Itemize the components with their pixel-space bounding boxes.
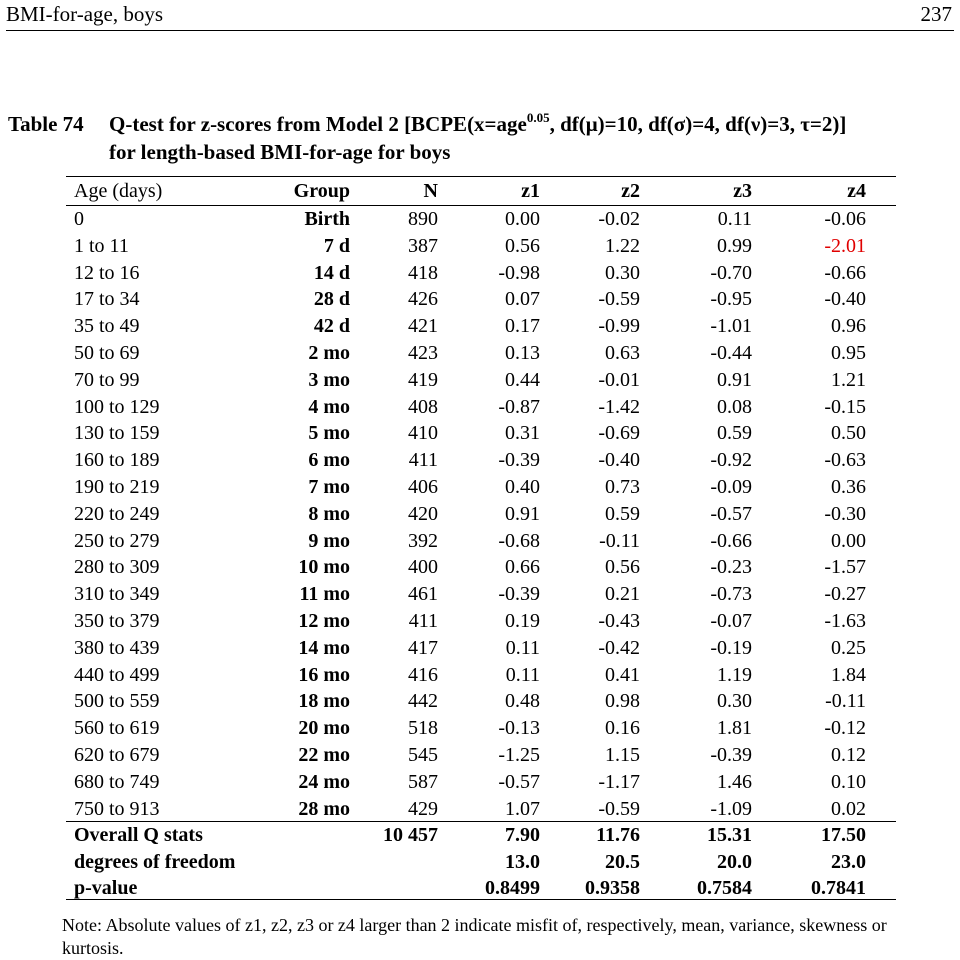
table-row <box>0 447 960 474</box>
cell-z2: -0.01 <box>598 368 640 391</box>
cell-z2: -0.43 <box>598 610 640 632</box>
cell-z3: 1.46 <box>717 770 752 793</box>
cell-z3: -0.44 <box>710 342 752 364</box>
cell-age: 350 to 379 <box>74 610 160 632</box>
table-row <box>0 688 960 715</box>
cell-age: 310 to 349 <box>74 583 160 606</box>
cell-group: 14 d <box>313 261 350 284</box>
cell-z4: 1.21 <box>831 368 866 391</box>
cell-z2: 0.41 <box>605 663 640 686</box>
cell-n: 461 <box>408 583 438 606</box>
cell-z3: -1.01 <box>710 315 752 338</box>
cell-n: 10 457 <box>383 824 438 846</box>
cell-z2: -0.40 <box>598 449 640 472</box>
cell-z4: 1.84 <box>831 663 866 686</box>
cell-z3: 0.30 <box>717 690 752 713</box>
cell-z4: 17.50 <box>821 824 866 846</box>
cell-age: 680 to 749 <box>74 770 160 793</box>
table-row <box>0 394 960 421</box>
cell-z3: 20.0 <box>717 850 752 873</box>
cell-z1: -0.39 <box>498 583 540 606</box>
cell-z2: 20.5 <box>605 850 640 873</box>
cell-group: 8 mo <box>308 502 350 525</box>
cell-z4: -0.06 <box>824 208 866 230</box>
cell-z2: -1.17 <box>598 770 640 793</box>
cell-z4: 0.02 <box>831 797 866 820</box>
header-z3: z3 <box>733 180 752 202</box>
cell-age: p-value <box>74 877 138 899</box>
summary-row <box>0 849 960 876</box>
table-header-row <box>0 178 960 205</box>
summary-row <box>0 822 960 849</box>
cell-z1: 1.07 <box>505 797 540 820</box>
cell-z1: -0.87 <box>498 395 540 418</box>
table-row <box>0 420 960 447</box>
table-row <box>0 769 960 796</box>
cell-group: 22 mo <box>298 744 350 766</box>
cell-z3: 15.31 <box>707 824 752 846</box>
cell-z1: -1.25 <box>498 744 540 766</box>
cell-n: 411 <box>408 610 438 632</box>
cell-group: 20 mo <box>298 717 350 740</box>
cell-group: 5 mo <box>308 422 350 445</box>
cell-z1: 7.90 <box>505 824 540 846</box>
table-row <box>0 581 960 608</box>
header-z2: z2 <box>621 180 640 202</box>
cell-z1: -0.13 <box>498 717 540 740</box>
cell-z1: 0.07 <box>505 288 540 311</box>
cell-age: degrees of freedom <box>74 850 236 873</box>
cell-z1: 0.13 <box>505 342 540 364</box>
cell-z4: 0.95 <box>831 342 866 364</box>
cell-group: 16 mo <box>298 663 350 686</box>
cell-z3: 0.91 <box>717 368 752 391</box>
cell-z4: -0.11 <box>825 690 866 713</box>
cell-n: 421 <box>408 315 438 338</box>
cell-z2: 0.73 <box>605 476 640 498</box>
cell-age: 130 to 159 <box>74 422 160 445</box>
cell-z3: -0.19 <box>710 636 752 659</box>
cell-group: 28 mo <box>298 797 350 820</box>
cell-z4: 0.50 <box>831 422 866 445</box>
cell-group: 4 mo <box>308 395 350 418</box>
cell-age: 190 to 219 <box>74 476 160 498</box>
cell-z2: -0.59 <box>598 797 640 820</box>
cell-n: 890 <box>408 208 438 230</box>
table-row <box>0 260 960 287</box>
cell-n: 423 <box>408 342 438 364</box>
cell-z4: 0.10 <box>831 770 866 793</box>
cell-group: 18 mo <box>298 690 350 713</box>
cell-z3: -0.23 <box>710 556 752 579</box>
cell-age: 100 to 129 <box>74 395 160 418</box>
cell-z2: 0.30 <box>605 261 640 284</box>
cell-z3: -0.73 <box>710 583 752 606</box>
cell-z4: -1.63 <box>824 610 866 632</box>
cell-z4: 0.36 <box>831 476 866 498</box>
summary-row <box>0 875 960 902</box>
cell-z4: -2.01 <box>824 234 866 257</box>
caption-line-1-end: , df(μ)=10, df(σ)=4, df(ν)=3, τ=2)] <box>549 112 847 136</box>
cell-z3: -0.57 <box>710 502 752 525</box>
cell-n: 426 <box>408 288 438 311</box>
table-label: Table 74 <box>8 112 84 136</box>
cell-n: 429 <box>408 797 438 820</box>
cell-group: 6 mo <box>308 449 350 472</box>
cell-z3: 0.08 <box>717 395 752 418</box>
table-row <box>0 340 960 367</box>
cell-z4: -0.66 <box>824 261 866 284</box>
cell-z2: 0.21 <box>605 583 640 606</box>
cell-z3: -0.95 <box>710 288 752 311</box>
cell-age: 17 to 34 <box>74 288 140 311</box>
cell-group: 11 mo <box>299 583 350 606</box>
cell-n: 392 <box>408 529 438 552</box>
header-z4: z4 <box>847 180 866 202</box>
cell-z1: 0.44 <box>505 368 540 391</box>
cell-z3: 0.11 <box>717 208 752 230</box>
cell-age: 35 to 49 <box>74 315 140 338</box>
cell-age: 560 to 619 <box>74 717 160 740</box>
cell-n: 587 <box>408 770 438 793</box>
cell-z1: 0.17 <box>505 315 540 338</box>
cell-z3: 0.99 <box>717 234 752 257</box>
cell-age: 70 to 99 <box>74 368 140 391</box>
table-row <box>0 715 960 742</box>
cell-n: 518 <box>408 717 438 740</box>
cell-age: 1 to 11 <box>74 234 129 257</box>
cell-z4: -0.27 <box>824 583 866 606</box>
table-row <box>0 313 960 340</box>
cell-z2: -0.59 <box>598 288 640 311</box>
cell-group: 10 mo <box>298 556 350 579</box>
table-row <box>0 474 960 501</box>
header-n: N <box>423 180 438 202</box>
cell-z2: -0.11 <box>599 529 640 552</box>
cell-z1: -0.57 <box>498 770 540 793</box>
cell-z1: 0.19 <box>505 610 540 632</box>
cell-n: 408 <box>408 395 438 418</box>
cell-z3: 1.81 <box>717 717 752 740</box>
cell-z2: 11.76 <box>596 824 640 846</box>
table-row <box>0 501 960 528</box>
cell-age: 250 to 279 <box>74 529 160 552</box>
table-row <box>0 528 960 555</box>
cell-group: 42 d <box>313 315 350 338</box>
cell-z2: 0.16 <box>605 717 640 740</box>
cell-age: 220 to 249 <box>74 502 160 525</box>
cell-n: 442 <box>408 690 438 713</box>
table-row <box>0 286 960 313</box>
cell-z1: -0.98 <box>498 261 540 284</box>
table-row <box>0 367 960 394</box>
table-row <box>0 742 960 769</box>
table-row <box>0 206 960 233</box>
cell-group: 2 mo <box>308 342 350 364</box>
cell-z4: -0.30 <box>824 502 866 525</box>
cell-age: 500 to 559 <box>74 690 160 713</box>
cell-z1: 0.11 <box>505 636 540 659</box>
cell-group: 12 mo <box>298 610 350 632</box>
cell-n: 406 <box>408 476 438 498</box>
cell-z4: -0.12 <box>824 717 866 740</box>
cell-z3: -0.07 <box>710 610 752 632</box>
cell-z3: 1.19 <box>717 663 752 686</box>
cell-group: 9 mo <box>308 529 350 552</box>
cell-age: 160 to 189 <box>74 449 160 472</box>
cell-age: 50 to 69 <box>74 342 140 364</box>
cell-z2: -0.42 <box>598 636 640 659</box>
caption-exponent: 0.05 <box>526 110 550 125</box>
cell-z3: 0.7584 <box>697 877 752 899</box>
cell-z3: -0.66 <box>710 529 752 552</box>
table-row <box>0 635 960 662</box>
cell-group: 3 mo <box>308 368 350 391</box>
cell-z3: -1.09 <box>710 797 752 820</box>
cell-z4: -1.57 <box>824 556 866 579</box>
cell-group: 24 mo <box>298 770 350 793</box>
cell-age: 750 to 913 <box>74 797 160 820</box>
cell-age: 380 to 439 <box>74 636 160 659</box>
cell-z3: -0.09 <box>710 476 752 498</box>
header-group: Group <box>293 180 350 202</box>
cell-n: 416 <box>408 663 438 686</box>
running-title: BMI-for-age, boys <box>6 2 164 26</box>
cell-z2: 0.98 <box>605 690 640 713</box>
caption-line-1 <box>109 110 846 138</box>
table-top-rule <box>66 176 896 177</box>
cell-z4: -0.15 <box>824 395 866 418</box>
cell-z4: -0.63 <box>824 449 866 472</box>
cell-z2: -0.02 <box>598 208 640 230</box>
cell-z4: 0.25 <box>831 636 866 659</box>
cell-n: 410 <box>408 422 438 445</box>
cell-z2: 0.9358 <box>585 877 640 899</box>
cell-z1: 0.48 <box>505 690 540 713</box>
cell-age: 620 to 679 <box>74 744 160 766</box>
table-note: Note: Absolute values of z1, z2, z3 or z4 larger than 2 indicate misfit of, respectively, mean, variance, skewness or kurtosis. <box>62 915 887 958</box>
cell-z2: -0.99 <box>598 315 640 338</box>
cell-group: 7 mo <box>308 476 350 498</box>
table-row <box>0 233 960 260</box>
cell-n: 411 <box>408 449 438 472</box>
cell-group: Birth <box>304 208 350 230</box>
cell-age: 12 to 16 <box>74 261 140 284</box>
cell-n: 417 <box>408 636 438 659</box>
cell-z2: 0.63 <box>605 342 640 364</box>
cell-group: 28 d <box>313 288 350 311</box>
cell-z4: 0.12 <box>831 744 866 766</box>
cell-age: Overall Q stats <box>74 824 203 846</box>
cell-z1: 13.0 <box>505 850 540 873</box>
cell-group: 14 mo <box>298 636 350 659</box>
cell-age: 280 to 309 <box>74 556 160 579</box>
table-row <box>0 608 960 635</box>
cell-n: 420 <box>408 502 438 525</box>
cell-z1: 0.91 <box>505 502 540 525</box>
cell-z4: 0.96 <box>831 315 866 338</box>
caption-line-1-start: Q-test for z-scores from Model 2 [BCPE(x=age <box>109 112 527 136</box>
cell-z3: -0.39 <box>710 744 752 766</box>
cell-z1: 0.66 <box>505 556 540 579</box>
cell-z1: 0.31 <box>505 422 540 445</box>
cell-z2: -0.69 <box>598 422 640 445</box>
caption-line-2: for length-based BMI-for-age for boys <box>109 140 451 164</box>
cell-z1: 0.00 <box>505 208 540 230</box>
cell-z4: -0.40 <box>824 288 866 311</box>
cell-z2: 0.56 <box>605 556 640 579</box>
cell-age: 0 <box>74 208 84 230</box>
table-row <box>0 662 960 689</box>
cell-age: 440 to 499 <box>74 663 160 686</box>
page-number: 237 <box>920 2 952 26</box>
cell-z2: 0.59 <box>605 502 640 525</box>
table-row <box>0 796 960 823</box>
cell-z1: -0.39 <box>498 449 540 472</box>
cell-z4: 0.00 <box>831 529 866 552</box>
cell-z3: -0.92 <box>710 449 752 472</box>
cell-n: 387 <box>408 234 438 257</box>
cell-z1: -0.68 <box>498 529 540 552</box>
cell-n: 418 <box>408 261 438 284</box>
cell-z3: 0.59 <box>717 422 752 445</box>
cell-n: 400 <box>408 556 438 579</box>
cell-n: 419 <box>408 368 438 391</box>
cell-z1: 0.8499 <box>485 877 540 899</box>
cell-z2: 1.22 <box>605 234 640 257</box>
cell-z3: -0.70 <box>710 261 752 284</box>
cell-z1: 0.11 <box>505 663 540 686</box>
cell-z2: 1.15 <box>605 744 640 766</box>
cell-z4: 0.7841 <box>811 877 866 899</box>
cell-n: 545 <box>408 744 438 766</box>
cell-group: 7 d <box>323 234 350 257</box>
header-age: Age (days) <box>74 180 163 202</box>
page-header <box>6 0 954 31</box>
cell-z2: -1.42 <box>598 395 640 418</box>
cell-z4: 23.0 <box>831 850 866 873</box>
cell-z1: 0.40 <box>505 476 540 498</box>
table-row <box>0 554 960 581</box>
header-z1: z1 <box>521 180 540 202</box>
cell-z1: 0.56 <box>505 234 540 257</box>
